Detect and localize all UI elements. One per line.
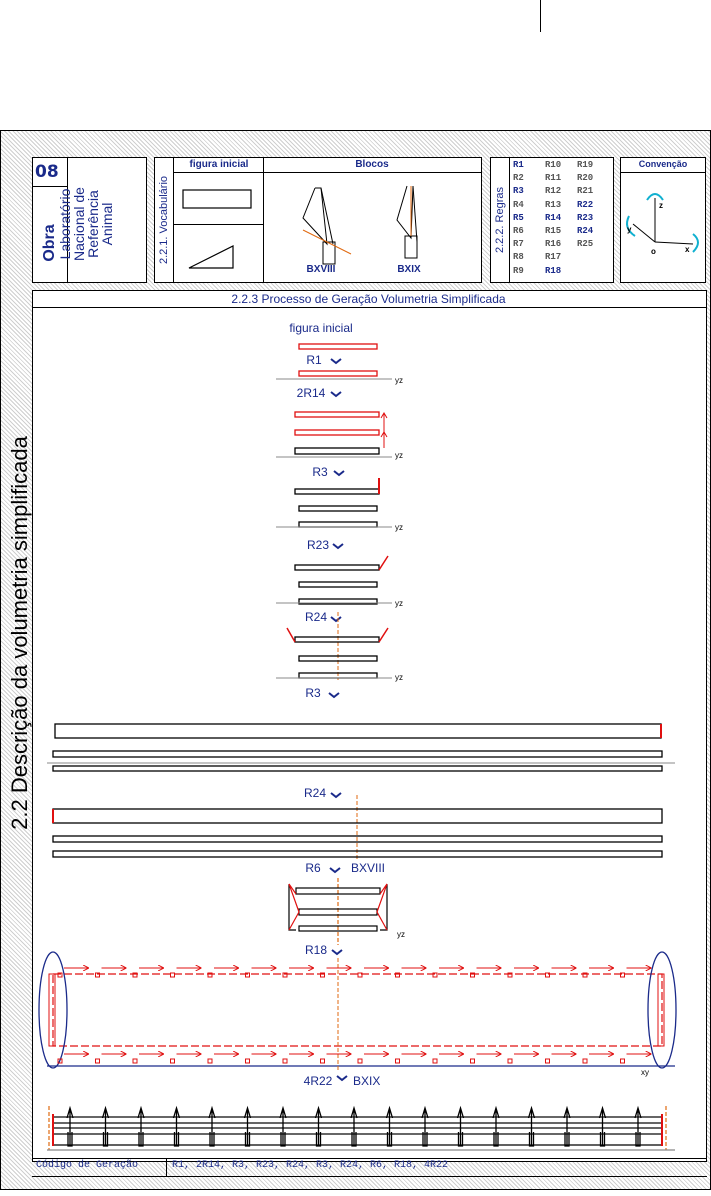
plane-label-yz: yz: [395, 523, 403, 532]
process-title: 2.2.3 Processo de Geração Volumetria Simplificada: [231, 292, 506, 306]
rule-r19: R19: [577, 160, 594, 170]
rule-r20: R20: [577, 173, 594, 184]
rule-r1: R1: [513, 160, 524, 170]
step-label-r3-2: R3: [305, 686, 321, 700]
pillar: [564, 1108, 570, 1146]
pillar: [67, 1108, 73, 1146]
obra-name-line: Nacional de: [71, 187, 87, 261]
step-label-r18: R18: [304, 943, 328, 957]
bxviii-assembly: [289, 878, 387, 945]
joint-mark: [171, 973, 175, 977]
joint-mark: [133, 1059, 137, 1063]
end-mark: [379, 628, 388, 642]
step-label-r1: R1: [306, 353, 322, 367]
joint-mark: [321, 1059, 325, 1063]
plane-label-xy: xy: [641, 1068, 649, 1077]
pillar: [209, 1108, 215, 1146]
codigo-label: Código de Geração: [36, 1160, 139, 1171]
step-chevron: [329, 693, 339, 697]
joint-mark: [171, 1059, 175, 1063]
block-name-bxix: BXIX: [397, 264, 421, 275]
obra-name-line: Laboratório: [57, 188, 73, 260]
pillar-row: [67, 1108, 641, 1146]
step-chevron: [333, 544, 343, 548]
step-chevron: [330, 868, 340, 872]
obra-number: 08: [35, 162, 59, 182]
pillar: [103, 1108, 109, 1146]
pillar: [387, 1108, 393, 1146]
plane-label-yz: yz: [395, 451, 403, 460]
pillar: [600, 1108, 606, 1146]
pillar: [351, 1108, 357, 1146]
step-chevron: [331, 617, 341, 621]
pillar: [529, 1108, 535, 1146]
joint-mark: [546, 1059, 550, 1063]
pillar: [174, 1108, 180, 1146]
step-chevron: [332, 950, 342, 954]
rule-r22: R22: [577, 199, 594, 210]
step-label-r24: R24: [304, 610, 328, 624]
rule-r25: R25: [577, 239, 594, 250]
joint-mark: [508, 1059, 512, 1063]
rule-r12: R12: [545, 186, 562, 197]
obra-name-line: Referência: [85, 190, 101, 258]
rule-r4: R4: [513, 199, 524, 210]
rule-r13: R13: [545, 199, 562, 210]
rule-r2: R2: [513, 173, 524, 184]
block-name-bxviii: BXVIII: [306, 264, 336, 275]
bar: [295, 412, 379, 417]
joint-mark: [396, 1059, 400, 1063]
step-label-r24-2: R24: [303, 786, 327, 800]
joint-mark: [583, 1059, 587, 1063]
footer-divider: [32, 1158, 707, 1159]
rule-r24: R24: [577, 226, 594, 236]
step-chevron: [331, 392, 341, 396]
long-bar: [55, 724, 661, 738]
pillar: [245, 1108, 251, 1146]
bar: [299, 371, 377, 376]
plane-label-yz: yz: [397, 930, 405, 939]
end-mark: [287, 628, 295, 642]
joint-mark: [621, 1059, 625, 1063]
plane-label-yz: yz: [395, 599, 403, 608]
bar: [295, 565, 379, 570]
rule-r3: R3: [513, 186, 524, 197]
step-label-r6: R6: [305, 861, 321, 875]
arrows-top-row: [58, 968, 651, 977]
joint-mark: [283, 1059, 287, 1063]
side-title: 2.2 Descrição da volumetria simplificada: [7, 436, 32, 830]
rule-r23: R23: [577, 212, 594, 223]
step-chevron: [331, 793, 341, 797]
axis-z-label: z: [659, 201, 663, 210]
joint-mark: [208, 1059, 212, 1063]
bar: [295, 448, 379, 454]
long-bar: [53, 751, 662, 757]
pillar: [138, 1108, 144, 1146]
obra-name-line: Animal: [99, 202, 115, 246]
arrows-bottom-row: [58, 1054, 651, 1063]
rule-r17: R17: [545, 252, 562, 263]
bar: [299, 522, 377, 527]
step-label-4r22: 4R22: [303, 1074, 333, 1088]
step-block-bxviii: BXVIII: [351, 861, 386, 875]
initial-bar: [299, 344, 377, 349]
rule-r16: R16: [545, 239, 562, 250]
obra-label: Obra: [41, 224, 58, 262]
joint-mark: [96, 1059, 100, 1063]
step-chevron: [331, 359, 341, 363]
step-chevron: [334, 471, 344, 475]
step-label-2r14: 2R14: [296, 386, 326, 400]
rule-r21: R21: [577, 186, 594, 197]
footer-bottom-line: [32, 1176, 707, 1177]
pillar: [493, 1108, 499, 1146]
rule-r8: R8: [513, 252, 524, 263]
vocab-label: 2.2.1. Vocabulário: [158, 175, 170, 265]
rule-r10: R10: [545, 160, 562, 170]
bar: [299, 582, 377, 587]
step-block-bxix: BXIX: [353, 1074, 381, 1088]
blocos-label: Blocos: [355, 159, 389, 170]
figura-inicial-step-label: figura inicial: [289, 321, 353, 335]
rule-r15: R15: [545, 226, 562, 236]
bar: [295, 430, 379, 435]
rule-r11: R11: [545, 173, 562, 184]
bar: [295, 489, 379, 494]
joint-mark: [246, 1059, 250, 1063]
r18-frame: [39, 952, 676, 1072]
axis-o-label: o: [651, 247, 656, 256]
rule-r18: R18: [545, 265, 562, 276]
step-chevron: [337, 1076, 347, 1080]
axis-y-label: y: [627, 225, 632, 234]
regras-label: 2.2.2. Regras: [494, 186, 506, 254]
rule-r6: R6: [513, 226, 524, 236]
rule-r7: R7: [513, 239, 524, 250]
plane-label-yz: yz: [395, 673, 403, 682]
figura-inicial-label: figura inicial: [189, 159, 249, 170]
footer-cell-divider: [166, 1158, 167, 1176]
pillar: [458, 1108, 464, 1146]
pillar: [635, 1108, 641, 1146]
step-label-r23: R23: [306, 538, 330, 552]
long-bar: [53, 766, 662, 771]
pillar: [280, 1108, 286, 1146]
pillar: [422, 1108, 428, 1146]
joint-mark: [433, 1059, 437, 1063]
plane-label-yz: yz: [395, 376, 403, 385]
axis-x-label: x: [685, 245, 690, 254]
rule-r9: R9: [513, 265, 524, 276]
end-mark: [379, 556, 388, 570]
joint-mark: [471, 1059, 475, 1063]
pillar: [316, 1108, 322, 1146]
bar: [295, 637, 379, 642]
rule-r14: R14: [545, 212, 562, 223]
joint-mark: [358, 1059, 362, 1063]
codigo-value: R1, 2R14, R3, R23, R24, R3, R24, R6, R18, 4R22: [172, 1160, 449, 1171]
step-label-r3: R3: [312, 465, 328, 479]
rule-r5: R5: [513, 212, 524, 223]
bar: [299, 506, 377, 511]
convencao-label: Convenção: [638, 159, 688, 169]
